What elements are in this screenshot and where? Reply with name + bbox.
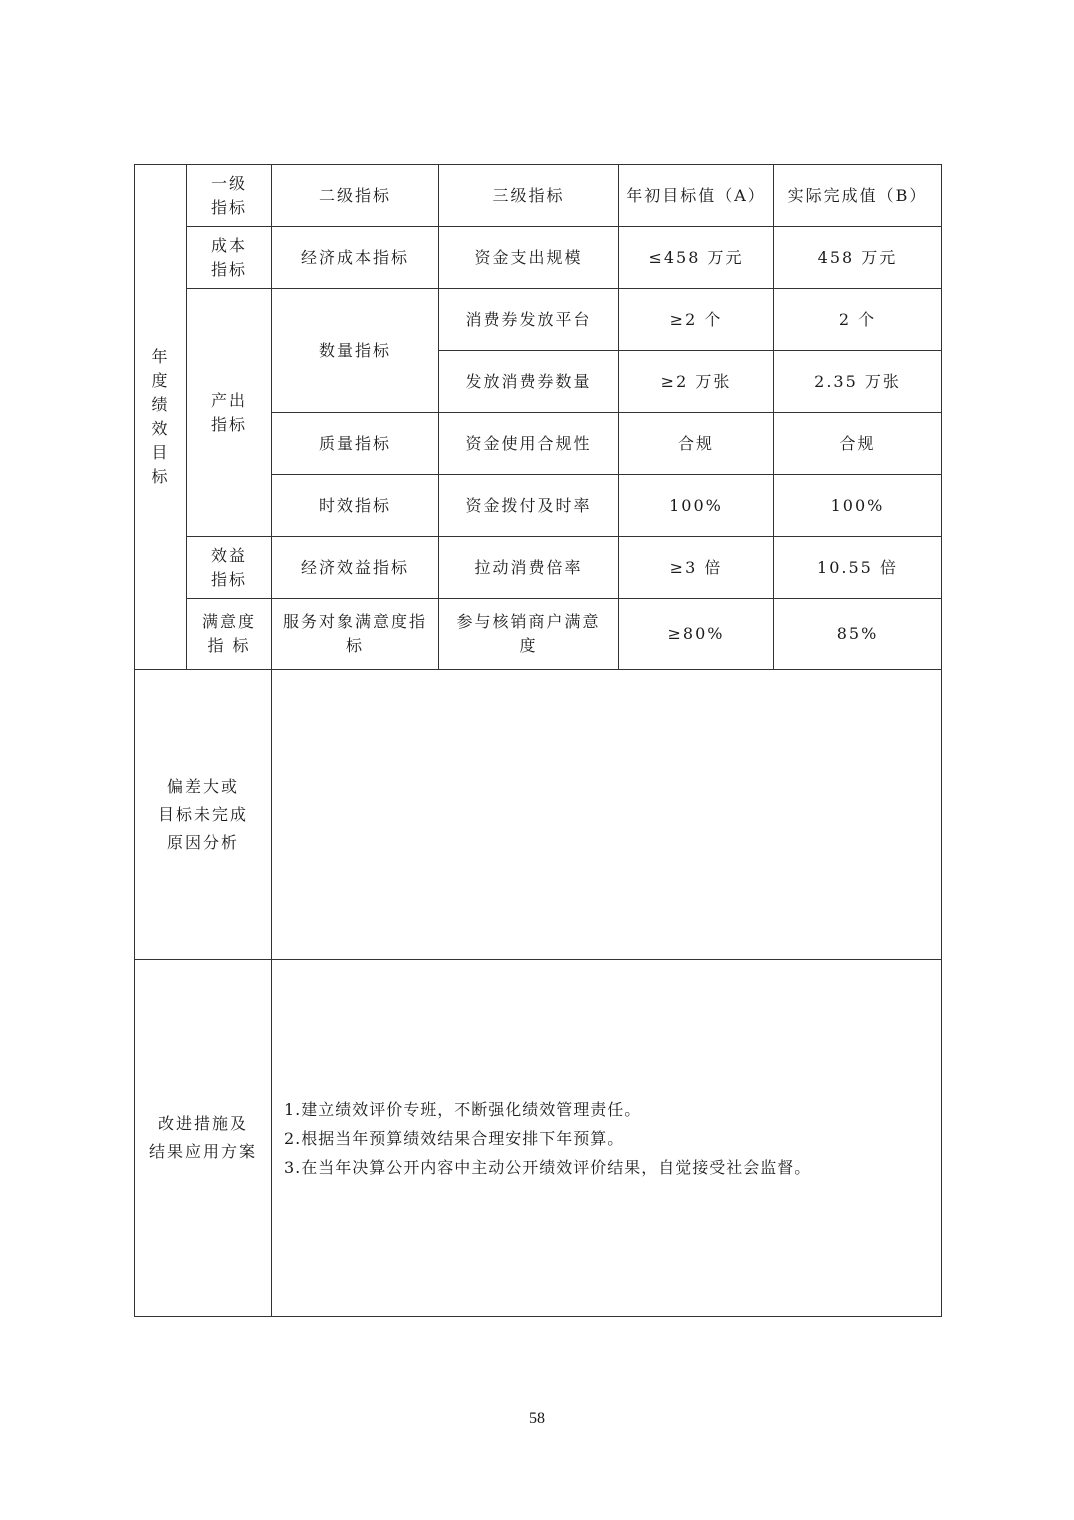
performance-table <box>134 164 942 1317</box>
header-row <box>135 165 942 227</box>
deviation-content <box>272 670 942 960</box>
actual-cell: 10.55 倍 <box>774 537 942 599</box>
actual-cell: 2.35 万张 <box>774 351 942 413</box>
level3-cell: 资金拨付及时率 <box>439 475 619 537</box>
target-cell: 100% <box>619 475 774 537</box>
header-target: 年初目标值（A） <box>619 165 774 227</box>
actual-cell: 合规 <box>774 413 942 475</box>
target-cell: ≥2 个 <box>619 289 774 351</box>
level3-cell: 消费券发放平台 <box>439 289 619 351</box>
actual-cell: 458 万元 <box>774 227 942 289</box>
level3-cell: 拉动消费倍率 <box>439 537 619 599</box>
header-actual: 实际完成值（B） <box>774 165 942 227</box>
level2-cell: 经济成本指标 <box>272 227 439 289</box>
actual-cell: 85% <box>774 599 942 670</box>
table-row <box>135 537 942 599</box>
level2-cell: 时效指标 <box>272 475 439 537</box>
table-row <box>135 599 942 670</box>
page-number: 58 <box>529 1410 545 1427</box>
header-level3: 三级指标 <box>439 165 619 227</box>
improvement-item: 2.根据当年预算绩效结果合理安排下年预算。 <box>284 1128 625 1148</box>
cost-indicator: 成本 指标 <box>187 227 272 289</box>
annual-goal-label: 年 度 绩 效 目 标 <box>135 165 187 670</box>
level2-cell: 经济效益指标 <box>272 537 439 599</box>
improvement-content <box>272 960 942 1317</box>
level3-cell: 发放消费券数量 <box>439 351 619 413</box>
level3-cell: 参与核销商户满意 度 <box>439 599 619 670</box>
output-indicator: 产出 指标 <box>187 289 272 537</box>
deviation-label: 偏差大或 目标未完成 原因分析 <box>135 670 272 960</box>
benefit-indicator: 效益 指标 <box>187 537 272 599</box>
level3-cell: 资金支出规模 <box>439 227 619 289</box>
level2-cell: 数量指标 <box>272 289 439 413</box>
deviation-row <box>135 670 942 960</box>
target-cell: ≤458 万元 <box>619 227 774 289</box>
target-cell: ≥2 万张 <box>619 351 774 413</box>
improvement-row <box>135 960 942 1317</box>
improvement-label: 改进措施及 结果应用方案 <box>135 960 272 1317</box>
table-row <box>135 289 942 351</box>
level3-cell: 资金使用合规性 <box>439 413 619 475</box>
target-cell: ≥80% <box>619 599 774 670</box>
satisfaction-indicator: 满意度 指 标 <box>187 599 272 670</box>
improvement-item: 1.建立绩效评价专班，不断强化绩效管理责任。 <box>284 1099 642 1119</box>
table-row <box>135 227 942 289</box>
improvement-item: 3.在当年决算公开内容中主动公开绩效评价结果，自觉接受社会监督。 <box>284 1157 812 1177</box>
level2-cell: 服务对象满意度指 标 <box>272 599 439 670</box>
level2-cell: 质量指标 <box>272 413 439 475</box>
target-cell: 合规 <box>619 413 774 475</box>
target-cell: ≥3 倍 <box>619 537 774 599</box>
actual-cell: 100% <box>774 475 942 537</box>
header-level2: 二级指标 <box>272 165 439 227</box>
actual-cell: 2 个 <box>774 289 942 351</box>
header-level1: 一级 指标 <box>187 165 272 227</box>
